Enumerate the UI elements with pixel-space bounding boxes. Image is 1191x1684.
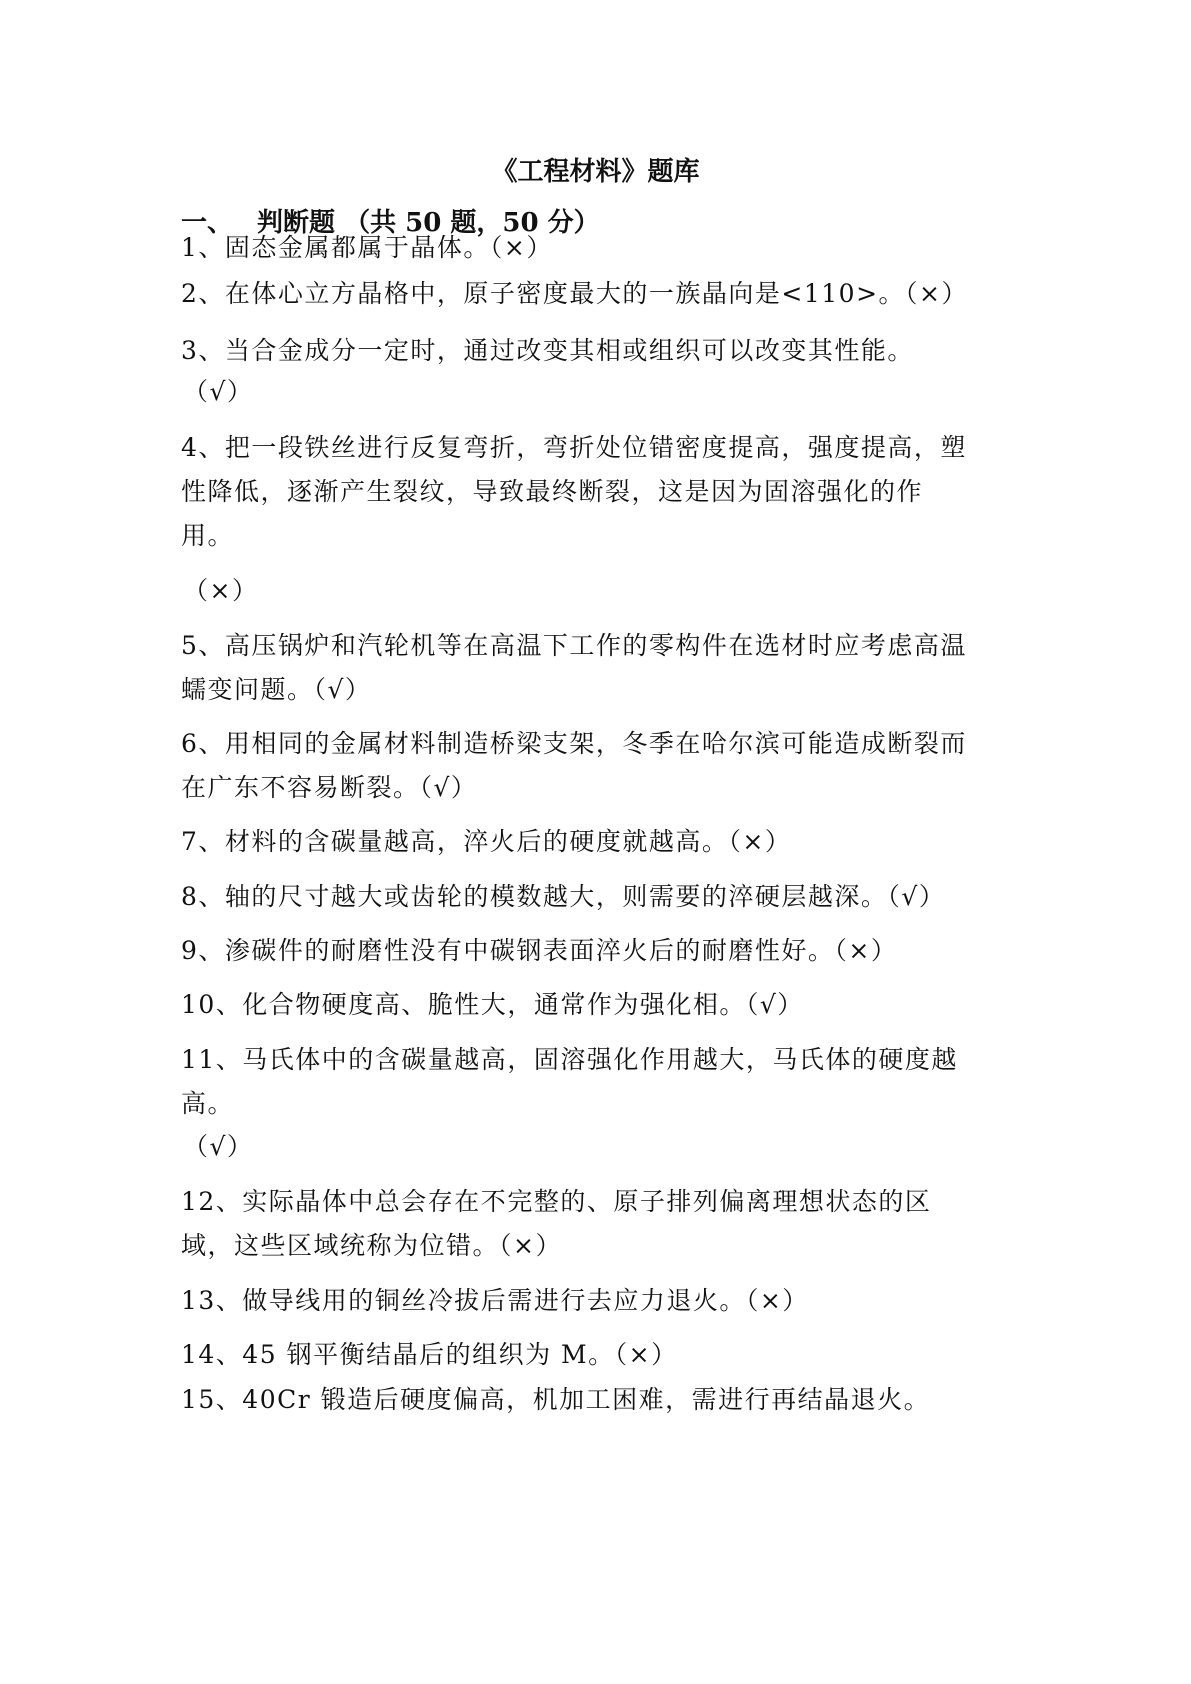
question-12-line-2: 域，这些区域统称为位错。（×） [181,1231,562,1260]
question-14-line-1: 14、45 钢平衡结晶后的组织为 M。（×） [181,1340,678,1369]
question-2-line-1: 2、在体心立方晶格中，原子密度最大的一族晶向是<110>。（×） [181,279,968,308]
question-3-line-2: （√） [183,377,254,406]
question-8-line-1: 8、轴的尺寸越大或齿轮的模数越大，则需要的淬硬层越深。（√） [181,882,946,911]
question-6-line-1: 6、用相同的金属材料制造桥梁支架，冬季在哈尔滨可能造成断裂而 [181,729,967,758]
question-6-line-2: 在广东不容易断裂。（√） [181,773,478,802]
question-11-line-2: 高。 [181,1089,235,1118]
question-5-line-2: 蠕变问题。（√） [181,675,372,704]
question-15-line-1: 15、40Cr 锻造后硬度偏高，机加工困难，需进行再结晶退火。 [181,1385,931,1414]
section-title: 判断题 （共 50 题，50 分） [257,208,600,238]
question-11-line-1: 11、马氏体中的含碳量越高，固溶强化作用越大，马氏体的硬度越 [181,1045,958,1074]
question-4-line-2: 性降低，逐渐产生裂纹，导致最终断裂，这是因为固溶强化的作 [181,477,924,506]
question-7-line-1: 7、材料的含碳量越高，淬火后的硬度就越高。（×） [181,827,792,856]
section-number: 一、 [181,208,234,238]
question-11-line-3: （√） [183,1132,254,1161]
question-10-line-1: 10、化合物硬度高、脆性大，通常作为强化相。（√） [181,990,804,1019]
question-3-line-1: 3、当合金成分一定时，通过改变其相或组织可以改变其性能。 [181,336,914,365]
question-4-line-1: 4、把一段铁丝进行反复弯折，弯折处位错密度提高，强度提高，塑 [181,433,967,462]
question-9-line-1: 9、渗碳件的耐磨性没有中碳钢表面淬火后的耐磨性好。（×） [181,936,898,965]
question-4-line-3: 用。 [181,521,235,550]
question-13-line-1: 13、做导线用的铜丝冷拔后需进行去应力退火。（×） [181,1286,809,1315]
question-12-line-1: 12、实际晶体中总会存在不完整的、原子排列偏离理想状态的区 [181,1187,932,1216]
document-title: 《工程材料》题库 [491,157,700,187]
question-5-line-1: 5、高压锅炉和汽轮机等在高温下工作的零构件在选材时应考虑高温 [181,631,967,660]
question-4-line-4: （×） [183,576,259,605]
question-1-line-1: 1、固态金属都属于晶体。（×） [181,233,553,262]
